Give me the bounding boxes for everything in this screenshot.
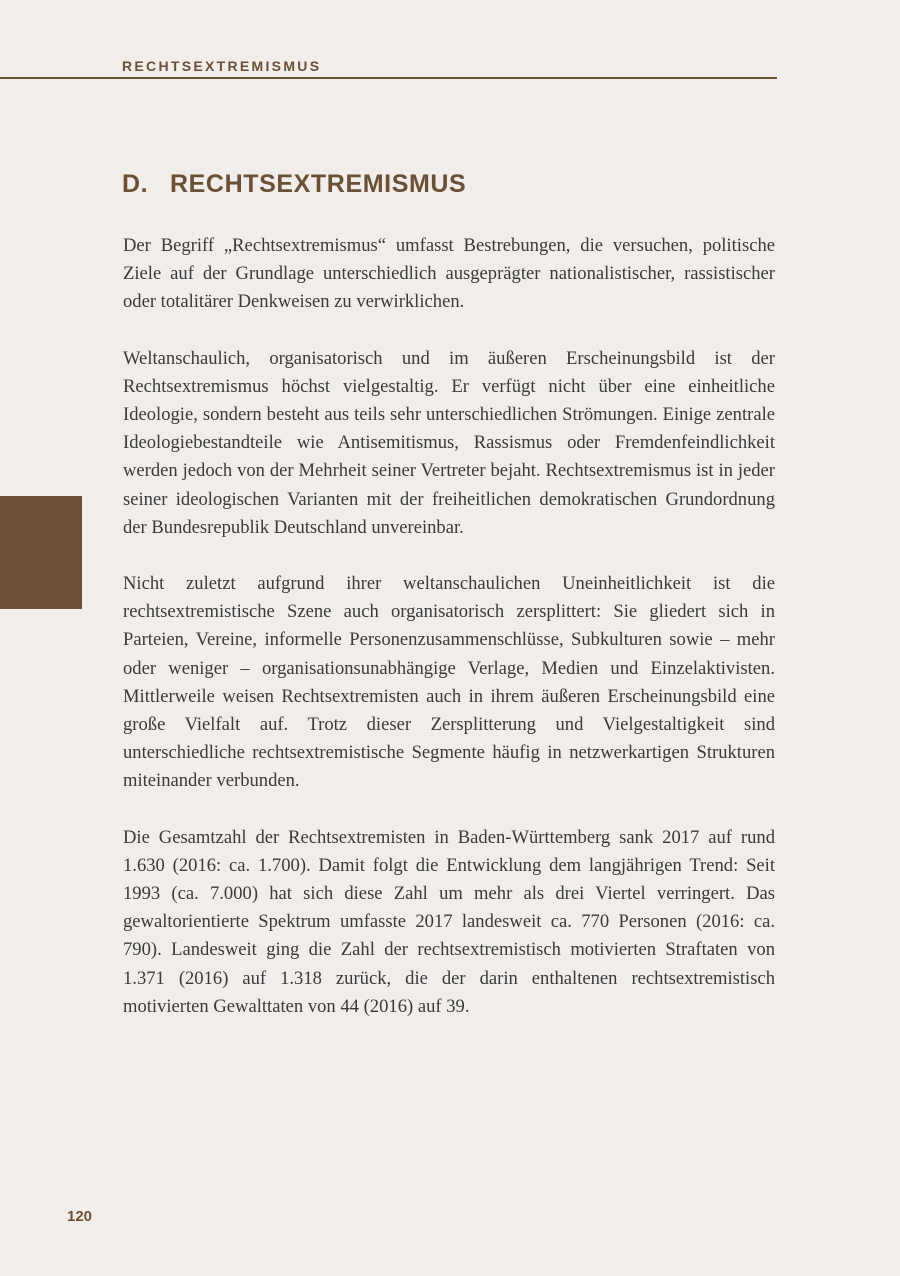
page-number: 120 — [67, 1208, 93, 1225]
chapter-letter: D. — [122, 170, 149, 198]
running-header: RECHTSEXTREMISMUS — [122, 58, 322, 74]
header-rule — [0, 77, 777, 79]
chapter-title — [122, 170, 466, 199]
paragraph-definition: Der Begriff „Rechtsextremismus“ umfasst Bestrebungen, die versuchen, politische Ziele auf der Grundlage unterschiedlich ausgeprägter nationalistischer, rassistischer oder totalitärer Denkweisen zu verwirklichen. — [123, 235, 775, 313]
paragraph-organisation: Nicht zuletzt aufgrund ihrer weltanschaulichen Uneinheitlichkeit ist die rechtsextremistische Szene auch organisatorisch zersplittert: Sie gliedert sich in Parteien, Vereine, informelle Personenzusammenschlüsse, Subkulturen sowie – mehr oder weniger – organisationsunabhängige Verlage, Medien und Einzelaktivisten. Mittlerweile weisen Rechtsextremisten auch in ihrem äußeren Erscheinungsbild eine große Vielfalt auf. Trotz dieser Zersplitterung und Vielgestaltigkeit sind unterschiedliche rechtsextremistische Segmente häufig in netzwerkartigen Strukturen miteinander verbunden. — [123, 573, 775, 792]
paragraph-ideology: Weltanschaulich, organisatorisch und im äußeren Erscheinungsbild ist der Rechtsextremismus höchst vielgestaltig. Er verfügt nicht über eine einheitliche Ideologie, sondern besteht aus teils sehr unterschiedlichen Strömungen. Einige zentrale Ideologiebestandteile wie Antisemitismus, Rassismus oder Fremdenfeindlichkeit werden jedoch von der Mehrheit seiner Vertreter bejaht. Rechtsextremismus ist in jeder seiner ideologischen Varianten mit der freiheitlichen demokratischen Grundordnung der Bundesrepublik Deutschland unvereinbar. — [123, 347, 775, 538]
paragraph-statistics: Die Gesamtzahl der Rechtsextremisten in Baden-Württemberg sank 2017 auf rund 1.630 (2016: ca. 1.700). Damit folgt die Entwicklung dem langjährigen Trend: Seit 1993 (ca. 7.000) hat sich diese Zahl um mehr als drei Viertel verringert. Das gewaltorientierte Spektrum umfasste 2017 landesweit ca. 770 Personen (2016: ca. 790). Landesweit ging die Zahl der rechtsextremistisch motivierten Straftaten von 1.371 (2016) auf 1.318 zurück, die der darin enthaltenen rechtsextremistisch motivierten Gewalttaten von 44 (2016) auf 39. — [123, 826, 775, 1017]
chapter-title-text: RECHTSEXTREMISMUS — [170, 170, 467, 198]
chapter-side-tab — [0, 496, 82, 609]
body-text — [123, 232, 775, 1049]
